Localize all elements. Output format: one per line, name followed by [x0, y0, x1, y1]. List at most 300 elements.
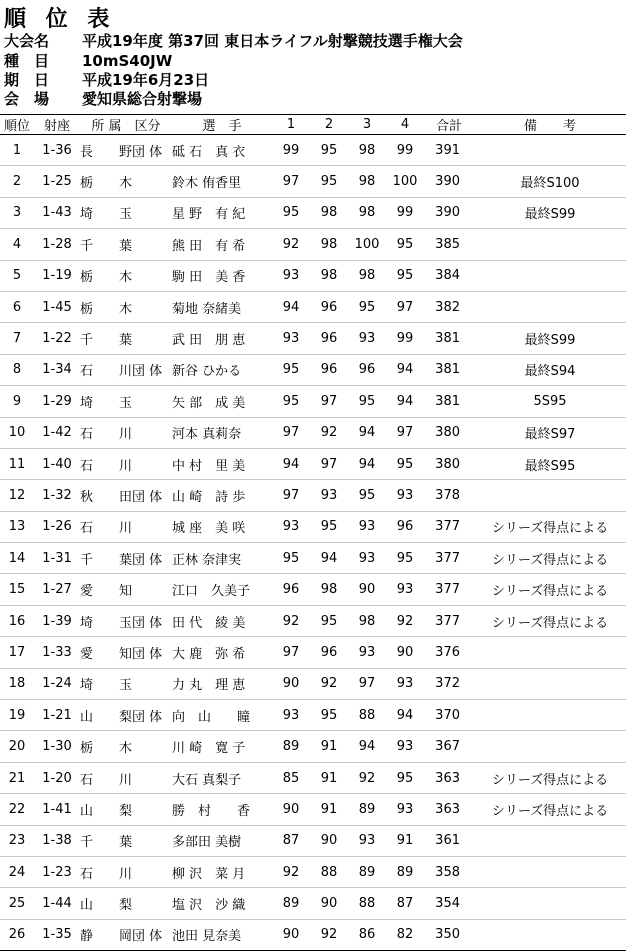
- col-header-series-4: 4: [386, 115, 424, 135]
- rank-cell: 1: [0, 135, 34, 166]
- rank-cell: 7: [0, 323, 34, 354]
- meta-value: 平成19年度 第37回 東日本ライフル射撃競技選手権大会: [82, 32, 463, 50]
- series-2-cell: 94: [310, 543, 348, 574]
- rank-cell: 13: [0, 511, 34, 542]
- shooter-name-cell: 江口 久美子: [172, 574, 272, 605]
- series-2-cell: 95: [310, 166, 348, 197]
- total-cell: 361: [424, 825, 474, 856]
- post-cell: 1-27: [34, 574, 80, 605]
- affiliation-cell: 石 川: [80, 762, 172, 793]
- series-1-cell: 93: [272, 511, 310, 542]
- affiliation-cell: 栃 木: [80, 260, 172, 291]
- page-title: 順 位 表: [4, 7, 116, 32]
- table-row: [0, 417, 626, 448]
- total-cell: 380: [424, 448, 474, 479]
- series-4-cell: 95: [386, 229, 424, 260]
- post-cell: 1-23: [34, 856, 80, 887]
- table-row: [0, 668, 626, 699]
- total-cell: 377: [424, 511, 474, 542]
- meta-value: 平成19年6月23日: [82, 71, 210, 89]
- remarks-cell: [474, 480, 626, 511]
- series-2-cell: 90: [310, 825, 348, 856]
- total-cell: 381: [424, 386, 474, 417]
- table-row: [0, 762, 626, 793]
- post-cell: 1-36: [34, 135, 80, 166]
- remarks-cell: [474, 888, 626, 919]
- series-1-cell: 97: [272, 166, 310, 197]
- shooter-name-cell: 駒 田 美 香: [172, 260, 272, 291]
- post-cell: 1-39: [34, 605, 80, 636]
- shooter-name-cell: 大 鹿 弥 希: [172, 637, 272, 668]
- table-row: [0, 888, 626, 919]
- post-cell: 1-44: [34, 888, 80, 919]
- rank-cell: 4: [0, 229, 34, 260]
- rank-cell: 16: [0, 605, 34, 636]
- series-3-cell: 93: [348, 825, 386, 856]
- total-cell: 350: [424, 919, 474, 950]
- series-1-cell: 92: [272, 229, 310, 260]
- col-header-shooter: 選 手: [172, 115, 272, 135]
- series-2-cell: 96: [310, 323, 348, 354]
- total-cell: 390: [424, 197, 474, 228]
- series-2-cell: 98: [310, 229, 348, 260]
- rank-cell: 10: [0, 417, 34, 448]
- rank-cell: 17: [0, 637, 34, 668]
- total-cell: 384: [424, 260, 474, 291]
- remarks-cell: シリーズ得点による: [474, 794, 626, 825]
- affiliation-cell: 埼 玉: [80, 668, 172, 699]
- total-cell: 367: [424, 731, 474, 762]
- series-1-cell: 94: [272, 448, 310, 479]
- shooter-name-cell: 池田 見奈美: [172, 919, 272, 950]
- table-row: [0, 291, 626, 322]
- remarks-cell: シリーズ得点による: [474, 511, 626, 542]
- total-cell: 377: [424, 574, 474, 605]
- affiliation-cell: 千 葉: [80, 229, 172, 260]
- series-1-cell: 92: [272, 856, 310, 887]
- shooter-name-cell: 力 丸 理 恵: [172, 668, 272, 699]
- rank-cell: 14: [0, 543, 34, 574]
- series-4-cell: 97: [386, 417, 424, 448]
- rank-cell: 9: [0, 386, 34, 417]
- remarks-cell: 最終S94: [474, 354, 626, 385]
- series-2-cell: 95: [310, 605, 348, 636]
- series-3-cell: 98: [348, 197, 386, 228]
- series-2-cell: 91: [310, 762, 348, 793]
- post-cell: 1-21: [34, 700, 80, 731]
- series-3-cell: 98: [348, 135, 386, 166]
- total-cell: 391: [424, 135, 474, 166]
- series-2-cell: 91: [310, 794, 348, 825]
- total-cell: 358: [424, 856, 474, 887]
- series-3-cell: 90: [348, 574, 386, 605]
- table-header-row: [0, 115, 626, 135]
- series-3-cell: 93: [348, 637, 386, 668]
- affiliation-cell: 千 葉: [80, 825, 172, 856]
- series-3-cell: 94: [348, 417, 386, 448]
- affiliation-cell: 秋 田団 体: [80, 480, 172, 511]
- series-4-cell: 91: [386, 825, 424, 856]
- table-row: [0, 731, 626, 762]
- series-2-cell: 91: [310, 731, 348, 762]
- shooter-name-cell: 正林 奈津実: [172, 543, 272, 574]
- shooter-name-cell: 山 崎 詩 歩: [172, 480, 272, 511]
- series-4-cell: 95: [386, 260, 424, 291]
- remarks-cell: [474, 919, 626, 950]
- series-4-cell: 93: [386, 574, 424, 605]
- shooter-name-cell: 田 代 綾 美: [172, 605, 272, 636]
- series-4-cell: 90: [386, 637, 424, 668]
- affiliation-cell: 長 野団 体: [80, 135, 172, 166]
- series-1-cell: 95: [272, 197, 310, 228]
- meta-label: 種 目: [4, 52, 50, 70]
- table-row: [0, 448, 626, 479]
- affiliation-cell: 石 川: [80, 448, 172, 479]
- remarks-cell: 最終S99: [474, 197, 626, 228]
- series-1-cell: 93: [272, 323, 310, 354]
- affiliation-cell: 石 川団 体: [80, 354, 172, 385]
- shooter-name-cell: 大石 真梨子: [172, 762, 272, 793]
- series-4-cell: 95: [386, 762, 424, 793]
- series-3-cell: 94: [348, 448, 386, 479]
- remarks-cell: 最終S95: [474, 448, 626, 479]
- series-3-cell: 95: [348, 291, 386, 322]
- table-row: [0, 825, 626, 856]
- post-cell: 1-28: [34, 229, 80, 260]
- series-1-cell: 92: [272, 605, 310, 636]
- table-row: [0, 605, 626, 636]
- rank-cell: 19: [0, 700, 34, 731]
- shooter-name-cell: 中 村 里 美: [172, 448, 272, 479]
- series-4-cell: 96: [386, 511, 424, 542]
- affiliation-cell: 埼 玉団 体: [80, 605, 172, 636]
- series-4-cell: 100: [386, 166, 424, 197]
- col-header-post: 射座: [34, 115, 80, 135]
- series-2-cell: 96: [310, 291, 348, 322]
- affiliation-cell: 栃 木: [80, 166, 172, 197]
- shooter-name-cell: 星 野 有 紀: [172, 197, 272, 228]
- series-1-cell: 95: [272, 386, 310, 417]
- total-cell: 363: [424, 794, 474, 825]
- shooter-name-cell: 新谷 ひかる: [172, 354, 272, 385]
- post-cell: 1-33: [34, 637, 80, 668]
- remarks-cell: [474, 637, 626, 668]
- series-4-cell: 95: [386, 448, 424, 479]
- affiliation-cell: 石 川: [80, 417, 172, 448]
- remarks-cell: シリーズ得点による: [474, 574, 626, 605]
- series-4-cell: 97: [386, 291, 424, 322]
- post-cell: 1-30: [34, 731, 80, 762]
- series-3-cell: 86: [348, 919, 386, 950]
- series-2-cell: 98: [310, 574, 348, 605]
- series-3-cell: 98: [348, 166, 386, 197]
- total-cell: 378: [424, 480, 474, 511]
- total-cell: 377: [424, 605, 474, 636]
- total-cell: 385: [424, 229, 474, 260]
- series-4-cell: 93: [386, 480, 424, 511]
- affiliation-cell: 石 川: [80, 511, 172, 542]
- rank-cell: 11: [0, 448, 34, 479]
- rank-cell: 26: [0, 919, 34, 950]
- total-cell: 382: [424, 291, 474, 322]
- total-cell: 380: [424, 417, 474, 448]
- shooter-name-cell: 向 山 瞳: [172, 700, 272, 731]
- series-2-cell: 92: [310, 919, 348, 950]
- rank-cell: 3: [0, 197, 34, 228]
- rank-cell: 12: [0, 480, 34, 511]
- post-cell: 1-24: [34, 668, 80, 699]
- series-2-cell: 95: [310, 135, 348, 166]
- affiliation-cell: 埼 玉: [80, 197, 172, 228]
- post-cell: 1-22: [34, 323, 80, 354]
- series-3-cell: 88: [348, 700, 386, 731]
- series-2-cell: 96: [310, 354, 348, 385]
- col-header-series-3: 3: [348, 115, 386, 135]
- series-3-cell: 88: [348, 888, 386, 919]
- meta-value: 愛知県総合射撃場: [82, 90, 203, 108]
- series-1-cell: 99: [272, 135, 310, 166]
- col-header-series-1: 1: [272, 115, 310, 135]
- table-row: [0, 354, 626, 385]
- remarks-cell: シリーズ得点による: [474, 762, 626, 793]
- series-1-cell: 95: [272, 543, 310, 574]
- meta-line: [4, 88, 202, 109]
- table-row: [0, 386, 626, 417]
- total-cell: 377: [424, 543, 474, 574]
- shooter-name-cell: 塩 沢 沙 織: [172, 888, 272, 919]
- series-4-cell: 92: [386, 605, 424, 636]
- col-header-rank: 順位: [0, 115, 34, 135]
- remarks-cell: [474, 825, 626, 856]
- table-row: [0, 135, 626, 166]
- shooter-name-cell: 城 座 美 咲: [172, 511, 272, 542]
- shooter-name-cell: 矢 部 成 美: [172, 386, 272, 417]
- series-2-cell: 88: [310, 856, 348, 887]
- table-row: [0, 229, 626, 260]
- total-cell: 381: [424, 323, 474, 354]
- remarks-cell: 最終S97: [474, 417, 626, 448]
- remarks-cell: シリーズ得点による: [474, 543, 626, 574]
- post-cell: 1-42: [34, 417, 80, 448]
- series-3-cell: 93: [348, 511, 386, 542]
- total-cell: 370: [424, 700, 474, 731]
- series-3-cell: 89: [348, 794, 386, 825]
- series-4-cell: 87: [386, 888, 424, 919]
- col-header-affiliation: 所 属 区分: [80, 115, 172, 135]
- shooter-name-cell: 熊 田 有 希: [172, 229, 272, 260]
- series-2-cell: 95: [310, 511, 348, 542]
- remarks-cell: [474, 856, 626, 887]
- affiliation-cell: 山 梨: [80, 794, 172, 825]
- series-2-cell: 93: [310, 480, 348, 511]
- affiliation-cell: 栃 木: [80, 291, 172, 322]
- series-3-cell: 95: [348, 480, 386, 511]
- series-1-cell: 90: [272, 794, 310, 825]
- shooter-name-cell: 勝 村 香: [172, 794, 272, 825]
- rank-cell: 21: [0, 762, 34, 793]
- series-1-cell: 90: [272, 668, 310, 699]
- series-2-cell: 97: [310, 448, 348, 479]
- shooter-name-cell: 川 崎 寛 子: [172, 731, 272, 762]
- table-row: [0, 919, 626, 950]
- series-2-cell: 92: [310, 417, 348, 448]
- rank-cell: 24: [0, 856, 34, 887]
- rank-cell: 5: [0, 260, 34, 291]
- shooter-name-cell: 柳 沢 菜 月: [172, 856, 272, 887]
- shooter-name-cell: 武 田 朋 恵: [172, 323, 272, 354]
- series-2-cell: 96: [310, 637, 348, 668]
- total-cell: 381: [424, 354, 474, 385]
- rank-cell: 8: [0, 354, 34, 385]
- remarks-cell: 5S95: [474, 386, 626, 417]
- shooter-name-cell: 砥 石 真 衣: [172, 135, 272, 166]
- table-row: [0, 323, 626, 354]
- shooter-name-cell: 菊地 奈緒美: [172, 291, 272, 322]
- series-1-cell: 97: [272, 417, 310, 448]
- series-3-cell: 92: [348, 762, 386, 793]
- shooter-name-cell: 河本 真莉奈: [172, 417, 272, 448]
- series-1-cell: 97: [272, 480, 310, 511]
- remarks-cell: [474, 135, 626, 166]
- affiliation-cell: 愛 知団 体: [80, 637, 172, 668]
- table-row: [0, 637, 626, 668]
- series-2-cell: 95: [310, 700, 348, 731]
- total-cell: 390: [424, 166, 474, 197]
- series-2-cell: 90: [310, 888, 348, 919]
- post-cell: 1-34: [34, 354, 80, 385]
- series-4-cell: 82: [386, 919, 424, 950]
- series-2-cell: 98: [310, 260, 348, 291]
- series-3-cell: 95: [348, 386, 386, 417]
- series-2-cell: 97: [310, 386, 348, 417]
- post-cell: 1-29: [34, 386, 80, 417]
- post-cell: 1-20: [34, 762, 80, 793]
- table-row: [0, 700, 626, 731]
- total-cell: 354: [424, 888, 474, 919]
- table-row: [0, 260, 626, 291]
- series-4-cell: 95: [386, 543, 424, 574]
- total-cell: 376: [424, 637, 474, 668]
- series-4-cell: 94: [386, 354, 424, 385]
- rank-cell: 2: [0, 166, 34, 197]
- total-cell: 372: [424, 668, 474, 699]
- remarks-cell: [474, 668, 626, 699]
- post-cell: 1-45: [34, 291, 80, 322]
- results-table: [0, 114, 626, 951]
- post-cell: 1-35: [34, 919, 80, 950]
- series-2-cell: 92: [310, 668, 348, 699]
- series-1-cell: 93: [272, 700, 310, 731]
- table-row: [0, 511, 626, 542]
- series-3-cell: 100: [348, 229, 386, 260]
- post-cell: 1-26: [34, 511, 80, 542]
- affiliation-cell: 千 葉団 体: [80, 543, 172, 574]
- rank-cell: 20: [0, 731, 34, 762]
- table-row: [0, 543, 626, 574]
- rank-cell: 18: [0, 668, 34, 699]
- series-2-cell: 98: [310, 197, 348, 228]
- remarks-cell: [474, 731, 626, 762]
- meta-line: [4, 50, 172, 71]
- post-cell: 1-19: [34, 260, 80, 291]
- rank-cell: 15: [0, 574, 34, 605]
- table-row: [0, 794, 626, 825]
- rank-cell: 6: [0, 291, 34, 322]
- meta-value: 10mS40JW: [82, 52, 173, 70]
- series-4-cell: 93: [386, 668, 424, 699]
- col-header-remarks: 備 考: [474, 115, 626, 135]
- col-header-series-2: 2: [310, 115, 348, 135]
- series-1-cell: 89: [272, 888, 310, 919]
- series-1-cell: 96: [272, 574, 310, 605]
- affiliation-cell: 千 葉: [80, 323, 172, 354]
- series-4-cell: 99: [386, 323, 424, 354]
- affiliation-cell: 山 梨: [80, 888, 172, 919]
- series-3-cell: 98: [348, 605, 386, 636]
- post-cell: 1-32: [34, 480, 80, 511]
- series-3-cell: 96: [348, 354, 386, 385]
- meta-label: 期 日: [4, 71, 50, 89]
- series-3-cell: 89: [348, 856, 386, 887]
- series-3-cell: 97: [348, 668, 386, 699]
- meta-line: [4, 69, 209, 90]
- affiliation-cell: 愛 知: [80, 574, 172, 605]
- remarks-cell: [474, 700, 626, 731]
- series-1-cell: 85: [272, 762, 310, 793]
- shooter-name-cell: 多部田 美樹: [172, 825, 272, 856]
- post-cell: 1-38: [34, 825, 80, 856]
- affiliation-cell: 埼 玉: [80, 386, 172, 417]
- affiliation-cell: 山 梨団 体: [80, 700, 172, 731]
- table-row: [0, 574, 626, 605]
- post-cell: 1-41: [34, 794, 80, 825]
- series-4-cell: 94: [386, 700, 424, 731]
- series-1-cell: 87: [272, 825, 310, 856]
- series-1-cell: 97: [272, 637, 310, 668]
- remarks-cell: [474, 260, 626, 291]
- table-row: [0, 480, 626, 511]
- post-cell: 1-25: [34, 166, 80, 197]
- series-1-cell: 90: [272, 919, 310, 950]
- col-header-total: 合計: [424, 115, 474, 135]
- rank-cell: 23: [0, 825, 34, 856]
- rank-cell: 22: [0, 794, 34, 825]
- series-4-cell: 93: [386, 731, 424, 762]
- series-3-cell: 94: [348, 731, 386, 762]
- series-4-cell: 93: [386, 794, 424, 825]
- series-4-cell: 89: [386, 856, 424, 887]
- series-1-cell: 89: [272, 731, 310, 762]
- remarks-cell: [474, 229, 626, 260]
- post-cell: 1-40: [34, 448, 80, 479]
- series-1-cell: 94: [272, 291, 310, 322]
- meta-label: 会 場: [4, 90, 50, 108]
- table-row: [0, 166, 626, 197]
- meta-label: 大会名: [4, 32, 50, 50]
- total-cell: 363: [424, 762, 474, 793]
- remarks-cell: 最終S99: [474, 323, 626, 354]
- shooter-name-cell: 鈴木 侑香里: [172, 166, 272, 197]
- table-row: [0, 856, 626, 887]
- series-3-cell: 93: [348, 543, 386, 574]
- affiliation-cell: 栃 木: [80, 731, 172, 762]
- remarks-cell: [474, 291, 626, 322]
- post-cell: 1-43: [34, 197, 80, 228]
- rank-cell: 25: [0, 888, 34, 919]
- series-4-cell: 99: [386, 197, 424, 228]
- remarks-cell: シリーズ得点による: [474, 605, 626, 636]
- table-row: [0, 197, 626, 228]
